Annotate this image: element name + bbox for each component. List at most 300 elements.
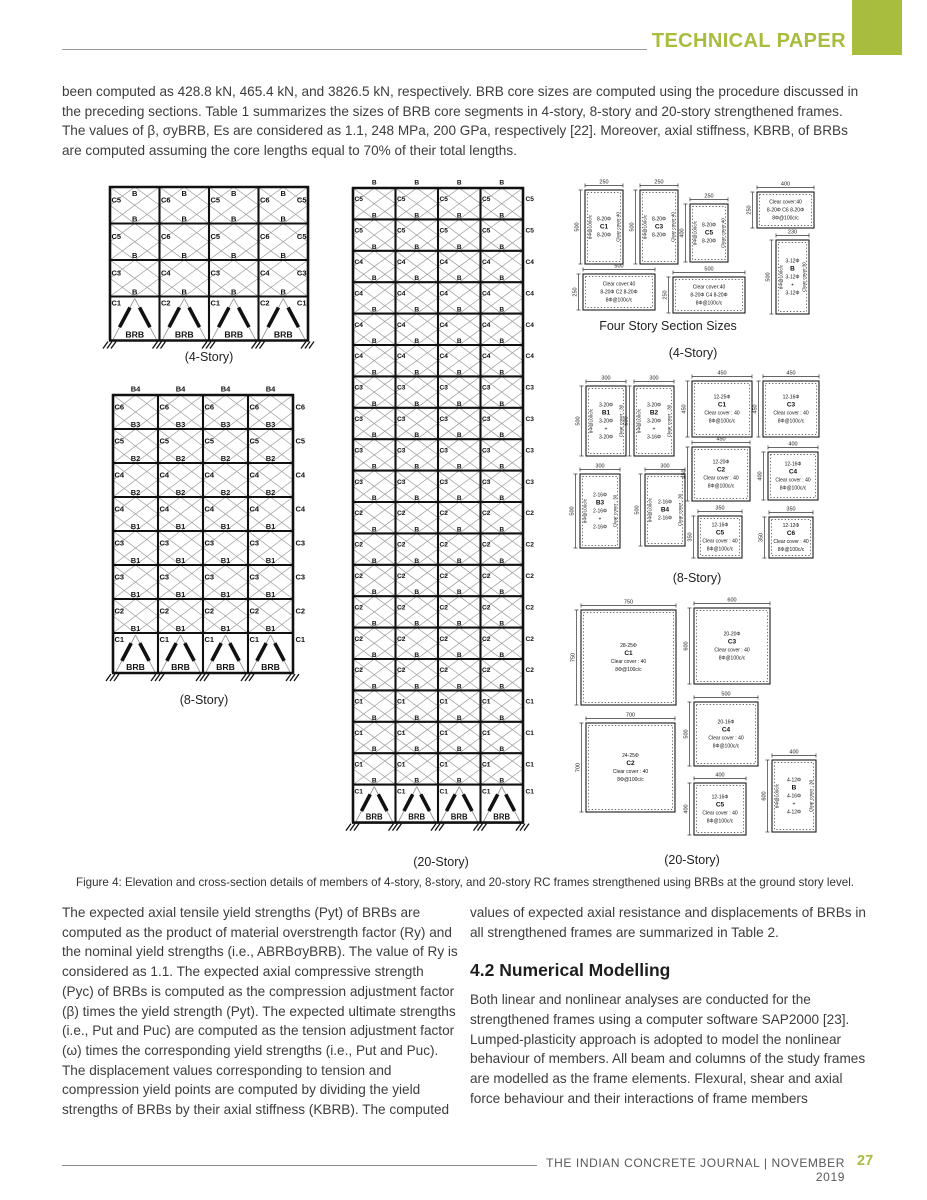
svg-text:B2: B2 <box>175 488 186 497</box>
svg-text:Clear cover:40: Clear cover:40 <box>720 218 726 248</box>
svg-text:Clear cover:40: Clear cover:40 <box>769 199 802 206</box>
footer-rule <box>62 1165 537 1166</box>
svg-text:C4: C4 <box>249 470 260 480</box>
svg-text:(8-Story): (8-Story) <box>672 571 722 585</box>
svg-text:C2: C2 <box>525 635 534 643</box>
svg-text:C1: C1 <box>624 650 633 657</box>
svg-text:500: 500 <box>704 266 714 273</box>
svg-text:500: 500 <box>765 272 772 282</box>
svg-text:B4: B4 <box>265 384 276 394</box>
svg-text:C3: C3 <box>482 384 491 392</box>
svg-text:B: B <box>371 495 377 502</box>
svg-text:C1: C1 <box>354 761 363 769</box>
svg-text:450: 450 <box>716 436 726 443</box>
svg-text:B: B <box>499 683 505 691</box>
svg-text:C2: C2 <box>161 298 171 308</box>
svg-text:B1: B1 <box>175 522 186 531</box>
svg-text:300: 300 <box>601 375 611 382</box>
svg-text:C4: C4 <box>295 504 306 514</box>
svg-text:C4: C4 <box>439 258 448 266</box>
svg-text:8Φ@100c/c: 8Φ@100c/c <box>706 818 734 825</box>
svg-text:B: B <box>499 432 505 440</box>
svg-text:B: B <box>456 683 462 691</box>
svg-text:350: 350 <box>786 506 796 513</box>
svg-text:450: 450 <box>681 404 688 414</box>
svg-text:C1: C1 <box>295 635 306 644</box>
svg-text:C1: C1 <box>296 298 307 308</box>
svg-text:B: B <box>499 495 505 502</box>
svg-text:B: B <box>371 179 377 187</box>
svg-text:C2: C2 <box>397 604 406 612</box>
svg-text:500: 500 <box>634 505 641 515</box>
svg-text:600: 600 <box>761 791 768 801</box>
svg-text:3-20Φ: 3-20Φ <box>599 418 613 425</box>
svg-text:B3: B3 <box>175 420 186 429</box>
svg-text:C2: C2 <box>716 466 726 474</box>
svg-text:8-20Φ: 8-20Φ <box>652 216 666 223</box>
svg-text:C4: C4 <box>159 470 170 480</box>
svg-text:C1: C1 <box>111 298 122 308</box>
svg-text:BRB: BRB <box>408 812 426 822</box>
svg-text:12-20Φ: 12-20Φ <box>712 459 730 466</box>
svg-text:Clear cover : 30: Clear cover : 30 <box>618 404 624 438</box>
svg-text:400: 400 <box>683 804 690 814</box>
svg-text:450: 450 <box>717 370 727 377</box>
svg-text:B: B <box>414 338 420 345</box>
svg-text:2-16Φ: 2-16Φ <box>593 508 607 515</box>
svg-text:C1: C1 <box>717 401 727 409</box>
svg-text:2-16Φ: 2-16Φ <box>593 492 607 499</box>
svg-text:C2: C2 <box>354 541 363 549</box>
svg-text:3-20Φ: 3-20Φ <box>647 402 661 409</box>
svg-text:B: B <box>499 714 505 722</box>
svg-text:C4: C4 <box>482 290 491 298</box>
svg-text:B4: B4 <box>130 384 141 394</box>
body-left-paragraph: The expected axial tensile yield strengths (Pyt) of BRBs are computed as the product of material overstrength factor (Ry) and the nominal yield strengths (i.e., ABRBσyBRB). The value of Ry is considered as 1.1. The expected axial compressive strength (Pyc) of BRBs is computed as the compression adjustment factor (β) times the yield strength (Pyt). The expected ultimate strengths (i.e., Put and Puc) are computed as the tension adjustment factor (ω) times the corresponding yield strengths (i.e., Put and Puc). The displacement values corresponding to tension and compression yield points are computed by dividing the yield strengths of BRBs by their axial stiffness (KBRB). The computed <box>62 905 458 1118</box>
body-right-paragraph-2: Both linear and nonlinear analyses are conducted for the strengthened frames using a computer software SAP2000 [23]. Lumped-plasticity approach is adopted to model the nonlinear behaviour of members. All beam and columns of the study frames are modelled as the frame elements. Flexural, shear and axial force behaviour and their interactions of frame members <box>470 992 866 1106</box>
svg-text:8Φ@100c/c: 8Φ@100c/c <box>718 655 746 662</box>
svg-text:Clear cover : 30: Clear cover : 30 <box>612 494 618 528</box>
svg-text:C2: C2 <box>397 572 406 580</box>
svg-text:C3: C3 <box>114 572 125 582</box>
svg-text:B: B <box>456 179 462 187</box>
svg-text:C3: C3 <box>114 538 125 548</box>
svg-text:C6: C6 <box>260 195 270 205</box>
svg-text:3-12Φ: 3-12Φ <box>785 258 800 265</box>
svg-text:C3: C3 <box>482 415 491 423</box>
svg-text:C3: C3 <box>210 268 221 278</box>
svg-text:B: B <box>231 287 237 297</box>
svg-text:C3: C3 <box>204 572 215 582</box>
svg-text:C3: C3 <box>727 638 737 646</box>
svg-text:400: 400 <box>789 749 799 756</box>
svg-text:C2: C2 <box>439 667 448 675</box>
svg-text:Clear cover : 40: Clear cover : 40 <box>612 769 649 775</box>
elevation-4-story <box>103 186 314 364</box>
svg-text:C3: C3 <box>397 478 406 486</box>
svg-text:C1: C1 <box>439 698 448 706</box>
svg-text:B: B <box>499 275 505 283</box>
svg-text:B: B <box>456 557 462 565</box>
svg-text:C1: C1 <box>482 729 491 737</box>
svg-text:B: B <box>371 338 377 345</box>
svg-text:+: + <box>792 801 796 808</box>
svg-text:C2: C2 <box>482 635 491 643</box>
svg-text:8-20Φ: 8-20Φ <box>702 222 716 229</box>
svg-text:C5: C5 <box>482 196 491 204</box>
svg-text:3-20Φ: 3-20Φ <box>599 402 613 409</box>
svg-text:B: B <box>499 306 505 314</box>
svg-text:B1: B1 <box>130 624 141 633</box>
svg-text:C5: C5 <box>210 195 221 205</box>
svg-text:C6: C6 <box>159 402 170 412</box>
svg-text:400: 400 <box>715 772 725 779</box>
svg-text:2-16Φ: 2-16Φ <box>658 499 672 506</box>
svg-text:750: 750 <box>623 599 634 606</box>
svg-text:C3: C3 <box>525 447 534 455</box>
svg-text:C2: C2 <box>397 667 406 675</box>
svg-text:C1: C1 <box>204 635 215 644</box>
svg-text:B: B <box>456 243 462 251</box>
svg-text:C3: C3 <box>354 447 363 455</box>
svg-text:C2: C2 <box>397 541 406 549</box>
svg-text:B: B <box>181 251 187 260</box>
svg-text:BRB: BRB <box>365 812 383 822</box>
svg-text:B: B <box>456 306 462 314</box>
svg-text:C5: C5 <box>715 801 725 809</box>
svg-text:C4: C4 <box>354 258 363 266</box>
svg-text:C5: C5 <box>354 196 363 204</box>
svg-text:B: B <box>456 495 462 502</box>
svg-text:B: B <box>371 714 377 722</box>
svg-text:B: B <box>456 589 462 597</box>
svg-text:C2: C2 <box>525 572 534 580</box>
svg-text:C5: C5 <box>439 196 448 204</box>
svg-text:C5: C5 <box>704 229 714 237</box>
svg-text:B: B <box>414 400 420 408</box>
svg-text:C2: C2 <box>439 635 448 643</box>
svg-text:8-20Φ C6 8-20Φ: 8-20Φ C6 8-20Φ <box>766 207 805 214</box>
svg-text:B2: B2 <box>130 488 141 497</box>
svg-text:3-12Φ: 3-12Φ <box>785 290 800 297</box>
svg-text:8Φ@100c/c: 8Φ@100c/c <box>587 214 593 240</box>
svg-text:12-16Φ: 12-16Φ <box>782 394 800 401</box>
svg-text:B: B <box>499 652 505 659</box>
svg-text:B: B <box>371 306 377 314</box>
svg-text:Clear cover : 40: Clear cover : 40 <box>704 410 740 417</box>
svg-text:230: 230 <box>787 229 798 236</box>
svg-text:B: B <box>371 369 377 377</box>
svg-text:C3: C3 <box>397 447 406 455</box>
svg-text:C1: C1 <box>439 729 448 737</box>
svg-text:B: B <box>371 526 377 534</box>
svg-text:C2: C2 <box>482 572 491 580</box>
svg-text:C6: C6 <box>204 402 215 412</box>
svg-text:B: B <box>499 526 505 534</box>
svg-text:BRB: BRB <box>224 329 244 340</box>
svg-text:450: 450 <box>681 469 688 479</box>
svg-text:B: B <box>132 189 138 198</box>
intro-paragraph: been computed as 428.8 kN, 465.4 kN, and 3826.5 kN, respectively. BRB core sizes are computed using the procedure discussed in the preceding sections. Table 1 summarizes the sizes of BRB core segments in 4-story, 8-story and 20-story strengthened frames. The values of β, σyBRB, Es are considered as 1.1, 248 MPa, 200 GPa, respectively [22]. Moreover, axial stiffness, KBRB, of BRBs are computed assuming the core lengths equal to 70% of their total lengths. <box>62 84 859 158</box>
svg-text:B: B <box>414 620 420 628</box>
svg-text:C3: C3 <box>159 572 170 582</box>
svg-text:B: B <box>414 212 420 220</box>
svg-text:250: 250 <box>662 290 669 300</box>
svg-text:C4: C4 <box>482 321 491 329</box>
svg-text:500: 500 <box>623 416 630 426</box>
svg-text:B1: B1 <box>220 624 231 633</box>
svg-text:C1: C1 <box>482 788 491 796</box>
svg-text:C2: C2 <box>354 604 363 612</box>
svg-text:B1: B1 <box>220 522 231 531</box>
svg-text:(20-Story): (20-Story) <box>413 855 469 869</box>
svg-text:B: B <box>132 214 138 224</box>
svg-text:C2: C2 <box>159 606 170 616</box>
svg-text:Clear cover : 40: Clear cover : 40 <box>775 477 811 484</box>
svg-text:Clear cover : 40: Clear cover : 40 <box>702 810 738 817</box>
svg-text:C1: C1 <box>397 761 406 769</box>
svg-text:B: B <box>414 526 420 534</box>
svg-text:C3: C3 <box>482 478 491 486</box>
svg-text:4-16Φ: 4-16Φ <box>787 793 801 800</box>
svg-text:Clear cover:40: Clear cover:40 <box>670 212 676 242</box>
svg-text:C5: C5 <box>397 196 406 204</box>
svg-text:8-20Φ: 8-20Φ <box>597 232 611 239</box>
svg-text:B: B <box>280 189 286 198</box>
svg-text:C4: C4 <box>161 268 171 278</box>
svg-text:C1: C1 <box>525 761 534 769</box>
svg-text:B: B <box>231 214 237 224</box>
svg-text:8Φ@100c/c: 8Φ@100c/c <box>647 497 653 523</box>
svg-text:B: B <box>414 589 420 597</box>
svg-text:B: B <box>371 275 377 283</box>
svg-text:C4: C4 <box>249 504 260 514</box>
footer-journal-text: THE INDIAN CONCRETE JOURNAL | NOVEMBER 2019 <box>546 1156 845 1184</box>
svg-text:500: 500 <box>629 222 636 232</box>
svg-text:B1: B1 <box>220 556 231 565</box>
svg-text:C1: C1 <box>525 788 534 796</box>
svg-text:B: B <box>371 243 377 251</box>
svg-text:BRB: BRB <box>171 662 190 672</box>
svg-text:B: B <box>371 652 377 659</box>
svg-text:B2: B2 <box>175 454 186 463</box>
svg-text:B2: B2 <box>265 488 276 497</box>
svg-text:B: B <box>414 683 420 691</box>
svg-text:C3: C3 <box>249 572 260 582</box>
svg-text:C1: C1 <box>354 788 363 796</box>
svg-text:B: B <box>132 251 138 260</box>
svg-text:(20-Story): (20-Story) <box>664 853 720 867</box>
svg-text:B: B <box>456 212 462 220</box>
svg-text:B: B <box>499 243 505 251</box>
svg-text:C1: C1 <box>439 761 448 769</box>
svg-text:B1: B1 <box>265 624 276 633</box>
svg-text:C6: C6 <box>260 231 270 241</box>
svg-text:B: B <box>132 287 138 297</box>
svg-text:12-25Φ: 12-25Φ <box>713 394 731 401</box>
svg-text:B: B <box>371 400 377 408</box>
svg-text:8Φ@100c/c: 8Φ@100c/c <box>692 220 698 246</box>
svg-text:B: B <box>499 589 505 597</box>
svg-text:C3: C3 <box>354 415 363 423</box>
svg-text:C4: C4 <box>204 470 215 480</box>
svg-text:C5: C5 <box>159 436 170 446</box>
svg-text:8Φ@100c/c: 8Φ@100c/c <box>777 418 805 425</box>
svg-text:C3: C3 <box>439 447 448 455</box>
svg-text:C2: C2 <box>295 606 306 616</box>
svg-text:B: B <box>499 338 505 345</box>
svg-text:C1: C1 <box>397 698 406 706</box>
svg-text:B: B <box>414 306 420 314</box>
svg-text:C4: C4 <box>788 468 798 476</box>
svg-text:C6: C6 <box>786 530 796 537</box>
svg-text:8Φ@100c/c: 8Φ@100c/c <box>779 485 807 492</box>
svg-text:C6: C6 <box>295 402 306 412</box>
svg-text:B1: B1 <box>265 522 276 531</box>
svg-text:Clear cover:40: Clear cover:40 <box>615 212 621 242</box>
svg-text:700: 700 <box>575 762 582 773</box>
svg-text:B: B <box>371 589 377 597</box>
svg-text:B: B <box>371 683 377 691</box>
svg-text:B1: B1 <box>175 590 186 599</box>
svg-text:B: B <box>791 784 797 792</box>
svg-text:B: B <box>280 287 286 297</box>
svg-text:C2: C2 <box>397 635 406 643</box>
svg-text:B: B <box>280 214 286 224</box>
svg-text:C3: C3 <box>525 415 534 423</box>
svg-text:C3: C3 <box>249 538 260 548</box>
svg-text:C4: C4 <box>439 321 448 329</box>
svg-text:B: B <box>456 526 462 534</box>
svg-text:C1: C1 <box>482 761 491 769</box>
svg-text:3-20Φ: 3-20Φ <box>599 434 613 441</box>
svg-text:8Φ@100c/c: 8Φ@100c/c <box>708 418 736 425</box>
svg-text:C1: C1 <box>397 788 406 796</box>
svg-text:Clear cover:40: Clear cover:40 <box>602 281 636 288</box>
svg-text:B: B <box>414 746 420 754</box>
svg-text:400: 400 <box>757 471 764 481</box>
svg-text:C2: C2 <box>397 510 406 518</box>
svg-text:C4: C4 <box>114 470 125 480</box>
svg-text:C4: C4 <box>525 353 534 361</box>
svg-text:B1: B1 <box>175 624 186 633</box>
svg-text:700: 700 <box>625 712 636 719</box>
svg-text:B: B <box>371 777 377 785</box>
svg-text:8Φ@100c/c: 8Φ@100c/c <box>707 483 735 490</box>
svg-text:8-20Φ C4 8-20Φ: 8-20Φ C4 8-20Φ <box>690 292 728 299</box>
svg-text:C3: C3 <box>159 538 170 548</box>
svg-text:C6: C6 <box>161 195 171 205</box>
svg-text:(4-Story): (4-Story) <box>184 350 234 364</box>
svg-text:C4: C4 <box>439 290 448 298</box>
svg-text:8Φ@100c/c: 8Φ@100c/c <box>777 547 805 553</box>
svg-text:250: 250 <box>654 179 664 186</box>
svg-text:300: 300 <box>595 463 605 470</box>
svg-text:C4: C4 <box>397 321 406 329</box>
svg-text:B3: B3 <box>265 420 276 429</box>
svg-text:C3: C3 <box>482 447 491 455</box>
svg-text:C4: C4 <box>295 470 306 480</box>
svg-text:12-16Φ: 12-16Φ <box>711 522 729 529</box>
svg-text:3-20Φ: 3-20Φ <box>647 418 661 425</box>
svg-text:C1: C1 <box>210 298 221 308</box>
svg-text:C1: C1 <box>397 729 406 737</box>
svg-text:C4: C4 <box>721 726 731 734</box>
svg-text:C5: C5 <box>482 227 491 235</box>
svg-text:B1: B1 <box>265 556 276 565</box>
svg-text:C2: C2 <box>525 541 534 549</box>
svg-text:C3: C3 <box>204 538 215 548</box>
svg-text:C3: C3 <box>525 478 534 486</box>
elevation-20-story <box>346 180 534 870</box>
svg-text:C6: C6 <box>161 231 171 241</box>
svg-text:B: B <box>414 179 420 187</box>
svg-text:B2: B2 <box>220 488 231 497</box>
svg-text:B: B <box>456 746 462 754</box>
svg-text:500: 500 <box>575 416 582 426</box>
svg-text:C3: C3 <box>354 384 363 392</box>
svg-text:B: B <box>456 620 462 628</box>
svg-text:8Φ@100c/c: 8Φ@100c/c <box>615 667 642 673</box>
svg-text:28-25Φ: 28-25Φ <box>620 643 637 649</box>
svg-text:(4-Story): (4-Story) <box>668 346 718 360</box>
svg-text:C4: C4 <box>525 321 534 329</box>
svg-text:C1: C1 <box>525 698 534 706</box>
svg-text:C2: C2 <box>354 635 363 643</box>
svg-text:350: 350 <box>715 505 725 512</box>
svg-text:B: B <box>181 214 187 224</box>
svg-text:C3: C3 <box>439 478 448 486</box>
svg-text:BRB: BRB <box>450 812 468 822</box>
svg-text:Clear cover : 40: Clear cover : 40 <box>703 475 739 482</box>
svg-text:B: B <box>414 495 420 502</box>
svg-text:C3: C3 <box>295 572 306 582</box>
svg-text:B: B <box>414 652 420 659</box>
svg-text:750: 750 <box>570 652 577 663</box>
svg-text:500: 500 <box>614 263 624 270</box>
svg-text:B: B <box>456 463 462 471</box>
svg-text:C2: C2 <box>354 667 363 675</box>
svg-text:400: 400 <box>780 181 791 188</box>
svg-text:Clear cover : 40: Clear cover : 40 <box>702 538 738 545</box>
svg-text:450: 450 <box>752 404 759 414</box>
svg-text:C5: C5 <box>715 529 725 537</box>
svg-text:350: 350 <box>687 532 694 542</box>
svg-text:8Φ@100c/c: 8Φ@100c/c <box>778 264 784 290</box>
svg-text:B1: B1 <box>130 522 141 531</box>
svg-text:+: + <box>791 282 794 289</box>
svg-text:C2: C2 <box>482 604 491 612</box>
svg-text:8Φ@100c/c: 8Φ@100c/c <box>605 297 633 304</box>
svg-text:C2: C2 <box>626 760 635 767</box>
svg-text:400: 400 <box>679 228 686 238</box>
page-header-label: TECHNICAL PAPER <box>651 30 846 52</box>
svg-text:C2: C2 <box>525 604 534 612</box>
svg-text:12-16Φ: 12-16Φ <box>711 794 729 801</box>
svg-text:C5: C5 <box>295 436 306 446</box>
svg-text:BRB: BRB <box>261 662 280 672</box>
svg-text:20-20Φ: 20-20Φ <box>723 631 741 638</box>
svg-text:B3: B3 <box>220 420 231 429</box>
svg-text:Clear cover : 40: Clear cover : 40 <box>708 735 744 742</box>
svg-text:B: B <box>231 189 237 198</box>
svg-text:C4: C4 <box>354 290 363 298</box>
svg-text:Clear cover : 30: Clear cover : 30 <box>666 404 672 438</box>
svg-text:Clear cover : 40: Clear cover : 40 <box>610 659 647 665</box>
svg-text:2-16Φ: 2-16Φ <box>593 524 607 531</box>
svg-text:C2: C2 <box>439 604 448 612</box>
svg-text:C4: C4 <box>260 268 270 278</box>
